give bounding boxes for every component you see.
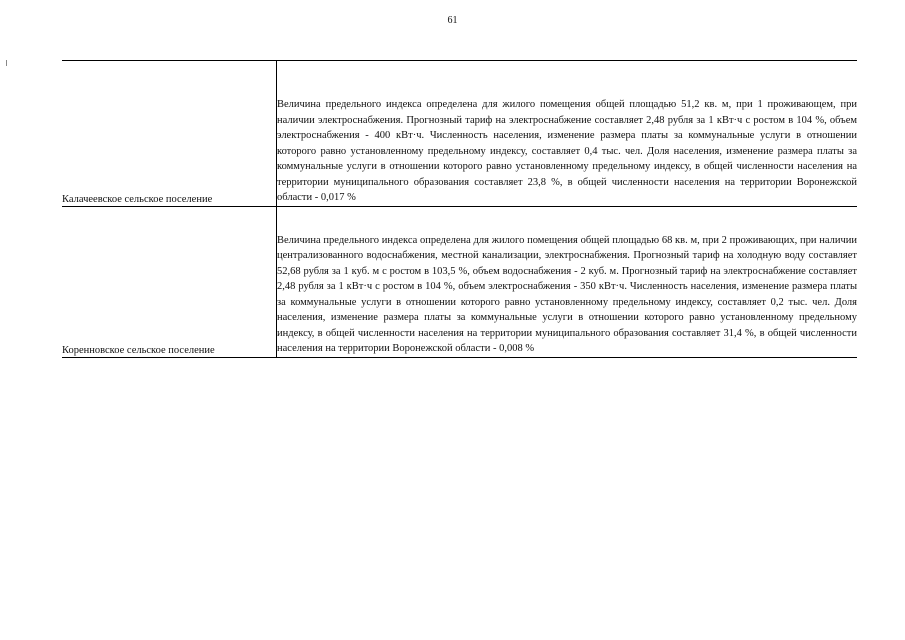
settlement-name: Коренновское сельское поселение	[62, 206, 277, 357]
margin-mark	[6, 60, 7, 66]
settlement-name: Калачеевское сельское поселение	[62, 61, 277, 207]
settlements-table	[62, 60, 857, 358]
settlement-description: Величина предельного индекса определена для жилого помещения общей площадью 51,2 кв. м, при 1 проживающем, при наличии электроснабжения. Прогнозный тариф на электроснабжение составляет 2,48 рубля за 1 кВт·ч с ростом в 104 %, объем электроснабжения - 400 кВт·ч. Численность населения, изменение размера платы за коммунальные услуги в отношении которого равно установленному предельному индексу, составляет 0,4 тыс. чел. Доля населения, изменение размера платы за коммунальные услуги в отношении которого равно установленному предельному индексу, в общей численности населения на территории муниципального образования составляет 23,8 %, в общей численности населения на территории Воронежской области - 0,017 %	[277, 61, 858, 207]
table-row	[62, 206, 857, 357]
settlement-description: Величина предельного индекса определена для жилого помещения общей площадью 68 кв. м, при 2 проживающих, при наличии централизованного водоснабжения, местной канализации, электроснабжения. Прогнозный тариф на холодную воду составляет 52,68 рубля за 1 куб. м с ростом в 103,5 %, объем водоснабжения - 2 куб. м. Прогнозный тариф на электроснабжение составляет 2,48 рубля за 1 кВт·ч с ростом в 104 %, объем электроснабжения - 350 кВт·ч. Численность населения, изменение размера платы за коммунальные услуги в отношении которого равно установленному предельному индексу, составляет 0,2 тыс. чел. Доля населения, изменение размера платы за коммунальные услуги в отношении которого равно установленному предельному индексу, в общей численности населения на территории муниципального образования составляет 31,4 %, в общей численности населения на территории Воронежской области - 0,008 %	[277, 206, 858, 357]
table-row	[62, 61, 857, 207]
page-number: 61	[447, 15, 458, 26]
